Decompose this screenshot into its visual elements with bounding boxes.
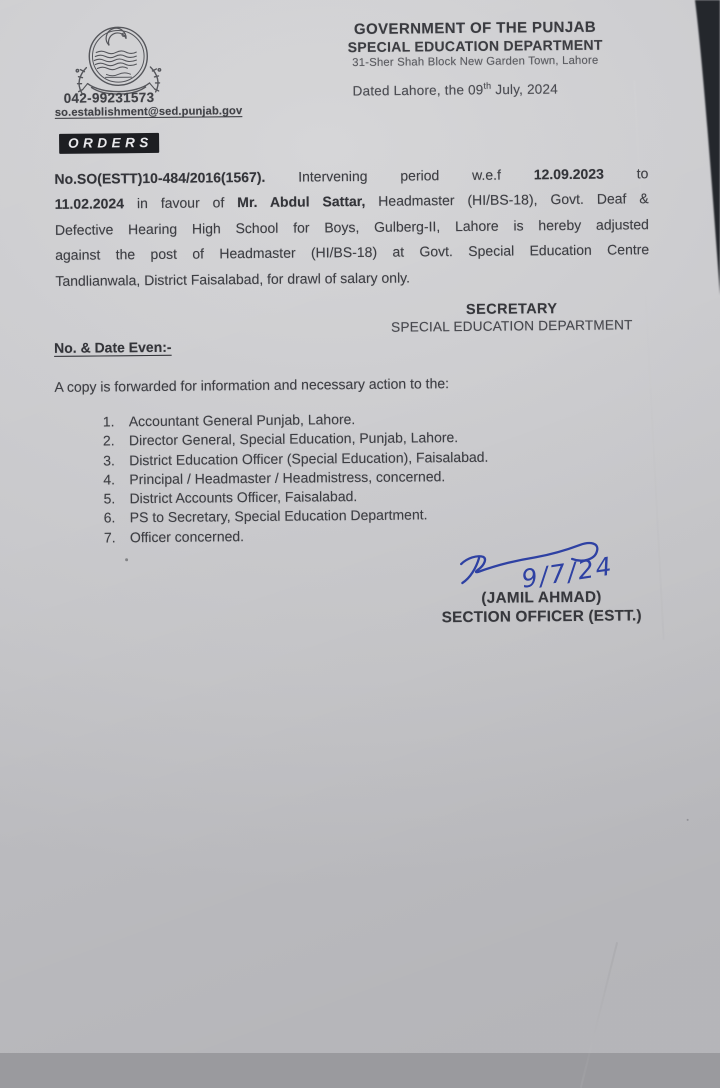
email-address: so.establishment@sed.punjab.gov: [54, 105, 243, 119]
cc-list: [103, 409, 490, 548]
date-ordinal: th: [483, 80, 492, 91]
order-text: Defective Hearing High School for Boys, Gulberg-II, Lahore is hereby adjusted: [54, 216, 649, 238]
cc-item-text: Director General, Special Education, Punjab, Lahore.: [128, 429, 459, 449]
orders-heading: ORDERS: [59, 133, 159, 154]
secretary-department: SPECIAL EDUCATION DEPARTMENT: [391, 317, 633, 335]
officer-name: Mr. Abdul Sattar,: [237, 193, 366, 211]
order-date-to: 11.02.2024: [54, 195, 125, 213]
forwarding-line: A copy is forwarded for information and necessary action to the:: [54, 375, 450, 395]
government-title: GOVERNMENT OF THE PUNJAB: [353, 18, 597, 39]
order-text: against the post of Headmaster (HI/BS-18) at Govt. Special Education Centre: [55, 241, 650, 264]
order-paragraph: [54, 161, 649, 294]
date-text-suffix: July, 2024: [491, 81, 558, 98]
scan-edge-shadow: [690, 0, 720, 300]
date-text: Dated Lahore, the 09: [352, 82, 484, 99]
order-date-from: 12.09.2023: [533, 165, 604, 183]
letterhead: [314, 18, 636, 69]
cc-list-item: [104, 525, 489, 548]
order-text: to: [603, 165, 649, 182]
cc-item-text: Accountant General Punjab, Lahore.: [128, 411, 356, 430]
order-text: Tandlianwala, District Faisalabad, for drawl of salary only.: [55, 269, 411, 289]
cc-item-text: Principal / Headmaster / Headmistress, concerned.: [129, 468, 446, 488]
paper-speck: [687, 819, 689, 821]
paper-speck: [125, 558, 128, 561]
cc-item-number: 3.: [103, 451, 115, 469]
department-title: SPECIAL EDUCATION DEPARTMENT: [347, 36, 603, 56]
signatory-secretary: [371, 300, 653, 335]
reference-label: No. & Date Even:-: [54, 338, 172, 356]
cc-item-text: District Education Officer (Special Education), Faisalabad.: [129, 448, 489, 468]
cc-item-number: 7.: [103, 529, 116, 546]
cc-item-text: Officer concerned.: [129, 527, 245, 545]
order-ref-number: No.SO(ESTT)10-484/2016(1567).: [54, 168, 299, 187]
signatory-designation: SECTION OFFICER (ESTT.): [441, 607, 642, 627]
order-text: Headmaster (HI/BS-18), Govt. Deaf &: [365, 190, 649, 210]
cc-item-text: District Accounts Officer, Faisalabad.: [129, 488, 358, 507]
phone-number: 042-99231573: [63, 89, 155, 106]
date-line: [353, 80, 558, 98]
cc-item-text: PS to Secretary, Special Education Department.: [129, 506, 428, 526]
secretary-title: SECRETARY: [465, 301, 558, 318]
order-text: in favour of: [123, 194, 238, 212]
cc-item-number: 1.: [102, 413, 115, 430]
handwritten-date: 9/7/24: [519, 551, 616, 594]
order-text: Intervening period w.e.f: [298, 166, 534, 185]
cc-item-number: 6.: [103, 509, 116, 526]
cc-item-number: 4.: [103, 471, 116, 488]
signatory-name: (JAMIL AHMAD): [481, 588, 602, 607]
cc-list-item: [103, 467, 488, 490]
cc-item-number: 2.: [102, 432, 115, 449]
cc-item-number: 5.: [103, 490, 116, 507]
order-paragraph-line: [55, 263, 649, 294]
department-address: 31-Sher Shah Block New Garden Town, Lahore: [352, 54, 599, 70]
